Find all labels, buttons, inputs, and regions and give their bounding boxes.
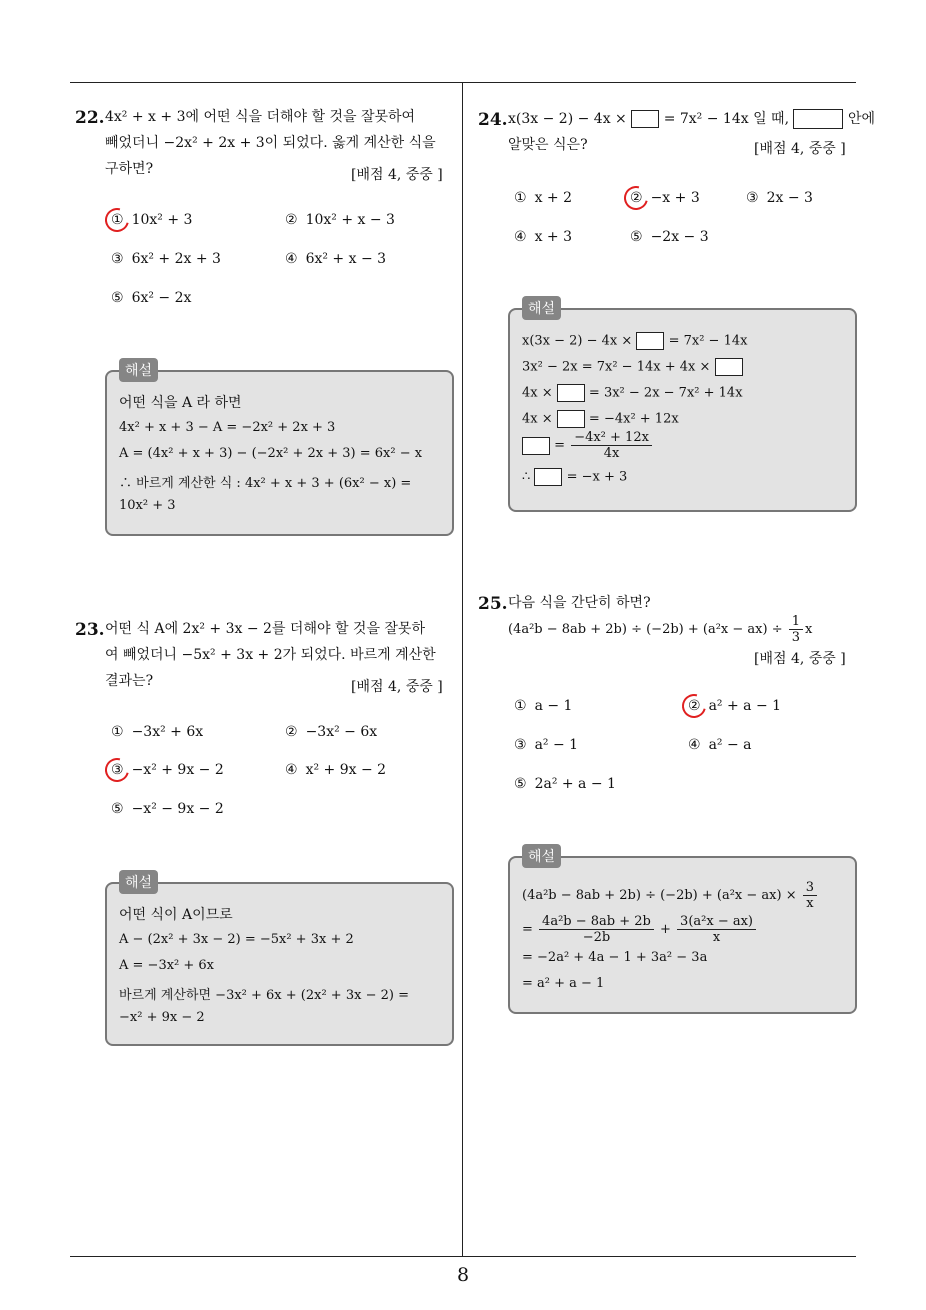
option-text: −3x² + 6x [131,724,204,740]
option-text: −x² − 9x − 2 [131,801,224,817]
option-label: ④ [688,737,701,753]
solution-line: A − (2x² + 3x − 2) = −5x² + 3x + 2 [119,932,354,947]
option-text: 6x² − 2x [131,290,192,306]
option-3[interactable] [111,251,221,267]
question-24 [478,110,875,520]
option-text: −2x − 3 [650,229,709,245]
question-text-line: 알맞은 식은? [508,137,588,153]
option-text: a² − a [708,737,752,753]
option-label: ⑤ [630,229,643,245]
answer-circle-mark [101,204,134,237]
fraction [677,914,756,945]
solution-line: 4x² + x + 3 − A = −2x² + 2x + 3 [119,420,336,435]
expr-part: = 3x² − 2x − 7x² + 14x [588,385,743,401]
expr-part: 4x × [522,411,553,427]
solution-line: 바르게 계산하면 −3x² + 6x + (2x² + 3x − 2) = [119,988,409,1003]
fraction [803,880,817,911]
option-label: ① [111,724,124,740]
option-label: ③ [111,251,124,267]
option-label: ④ [285,251,298,267]
score-difficulty: [배점 4, 중중 ] [351,679,443,695]
option-3[interactable] [514,737,578,753]
option-5[interactable] [630,229,709,245]
question-number: 24. [478,110,508,130]
option-label: ⑤ [111,801,124,817]
solution-line: = a² + a − 1 [522,976,605,991]
option-text: 2x − 3 [766,190,813,206]
question-number: 22. [75,108,105,128]
expr-part: = [522,922,533,937]
blank-box [636,332,664,350]
option-4[interactable] [285,762,386,778]
option-5[interactable] [514,776,616,792]
expr-part: x(3x − 2) − 4x × [508,111,627,127]
expr-part: + [660,922,671,937]
question-25 [478,594,858,1024]
option-label: ② [285,212,298,228]
option-label: ⑤ [514,776,527,792]
solution-line [522,430,654,461]
option-label: ③ [111,762,124,778]
solution-line [522,410,679,428]
option-text: −3x² − 6x [305,724,378,740]
solution-line: −x² + 9x − 2 [119,1010,205,1025]
denominator: 3 [791,630,801,645]
solution-line [522,914,758,945]
score-difficulty: [배점 4, 중중 ] [351,167,443,183]
solution-line: 어떤 식을 A 라 하면 [119,395,242,411]
fraction [789,614,803,645]
solution-line [522,468,627,486]
option-4[interactable] [688,737,752,753]
option-text: 6x² + 2x + 3 [131,251,221,267]
solution-tab: 해설 [119,870,158,894]
score-difficulty: [배점 4, 중중 ] [754,141,846,157]
denominator: x [806,896,814,911]
expr-part: (4a²b − 8ab + 2b) ÷ (−2b) + (a²x − ax) ÷ [508,622,783,637]
answer-circle-mark [101,754,134,787]
option-label: ③ [746,190,759,206]
option-5[interactable] [111,290,191,306]
option-text: 6x² + x − 3 [305,251,387,267]
solution-line: A = −3x² + 6x [119,958,215,973]
option-text: −x² + 9x − 2 [131,762,224,778]
expr-part: x(3x − 2) − 4x × [522,333,633,349]
fraction [539,914,654,945]
solution-tab: 해설 [522,844,561,868]
solution-tab: 해설 [119,358,158,382]
answer-circle-mark [678,690,711,723]
numerator: 1 [789,614,803,630]
option-text: x + 2 [534,190,572,206]
blank-box [557,410,585,428]
solution-line: A = (4x² + x + 3) − (−2x² + 2x + 3) = 6x² − x [119,446,423,461]
page-number: 8 [456,1264,470,1286]
option-2[interactable] [285,724,377,740]
option-1[interactable] [514,698,572,714]
question-text-line: 어떤 식 A에 2x² + 3x − 2를 더해야 할 것을 잘못하 [105,621,425,637]
fraction [571,430,652,461]
option-text: x² + 9x − 2 [305,762,387,778]
option-label: ① [514,698,527,714]
option-2[interactable] [285,212,395,228]
denominator: x [712,930,721,945]
blank-box [522,437,550,455]
question-text-line: 다음 식을 간단히 하면? [508,595,651,611]
expr-part: = 7x² − 14x [668,333,748,349]
expr-part: = 7x² − 14x 일 때, [663,111,790,127]
option-1[interactable] [111,724,203,740]
expr-part: = −x + 3 [566,469,628,485]
solution-line [522,384,743,402]
option-text: a² − 1 [534,737,579,753]
solution-line: 어떤 식이 A이므로 [119,907,233,923]
bottom-rule [70,1256,856,1257]
blank-box [793,109,843,129]
solution-line: 10x² + 3 [119,498,176,513]
solution-box [105,875,454,1046]
expr-part: x [805,622,813,637]
option-label: ② [285,724,298,740]
numerator: 3 [803,880,817,896]
option-1[interactable] [514,190,572,206]
option-3[interactable] [746,190,813,206]
expr-part: 3x² − 2x = 7x² − 14x + 4x × [522,359,711,375]
question-text-line: 빼었더니 −2x² + 2x + 3이 되었다. 옳게 계산한 식을 [105,135,436,151]
option-4[interactable] [285,251,386,267]
question-text-line: 구하면? [105,161,154,177]
numerator: −4x² + 12x [571,430,652,446]
solution-tab: 해설 [522,296,561,320]
solution-box [508,849,857,1014]
question-text-line: 4x² + x + 3에 어떤 식을 더해야 할 것을 잘못하여 [105,109,416,125]
solution-box [105,363,454,536]
expr-part: = [554,438,566,453]
option-4[interactable] [514,229,572,245]
column-divider [462,83,463,1257]
solution-line [522,332,747,350]
blank-box [557,384,585,402]
option-text: 10x² + x − 3 [305,212,395,228]
option-label: ① [514,190,527,206]
solution-line: ∴ 바르게 계산한 식 : 4x² + x + 3 + (6x² − x) = [119,476,412,491]
solution-box [508,301,857,512]
option-text: a − 1 [534,698,573,714]
option-text: 2a² + a − 1 [534,776,616,792]
option-label: ⑤ [111,290,124,306]
expr-part: ∴ [522,469,531,485]
solution-line: = −2a² + 4a − 1 + 3a² − 3a [522,950,708,965]
solution-line [522,880,819,911]
denominator: 4x [603,446,620,461]
question-text-line [508,106,875,132]
expr-part: (4a²b − 8ab + 2b) ÷ (−2b) + (a²x − ax) × [522,888,797,903]
blank-box [631,110,659,128]
question-text-line [508,614,812,645]
option-text: 10x² + 3 [131,212,193,228]
numerator: 3(a²x − ax) [677,914,756,930]
answer-circle-mark [620,182,653,215]
option-label: ④ [514,229,527,245]
option-label: ① [111,212,124,228]
option-text: −x + 3 [650,190,700,206]
denominator: −2b [582,930,611,945]
option-5[interactable] [111,801,224,817]
option-label: ② [630,190,643,206]
option-text: a² + a − 1 [708,698,782,714]
question-number: 25. [478,594,508,614]
expr-part: 4x × [522,385,553,401]
question-text-line: 여 빼었더니 −5x² + 3x + 2가 되었다. 바르게 계산한 [105,647,436,663]
question-22 [75,108,460,538]
score-difficulty: [배점 4, 중중 ] [754,651,846,667]
option-label: ④ [285,762,298,778]
solution-line [522,358,743,376]
option-label: ③ [514,737,527,753]
option-label: ② [688,698,701,714]
question-number: 23. [75,620,105,640]
top-rule [70,82,856,83]
question-text-line: 결과는? [105,673,154,689]
blank-box [715,358,743,376]
expr-part: 안에 [847,111,875,127]
numerator: 4a²b − 8ab + 2b [539,914,654,930]
option-text: x + 3 [534,229,572,245]
question-23 [75,620,460,1050]
expr-part: = −4x² + 12x [588,411,679,427]
blank-box [534,468,562,486]
